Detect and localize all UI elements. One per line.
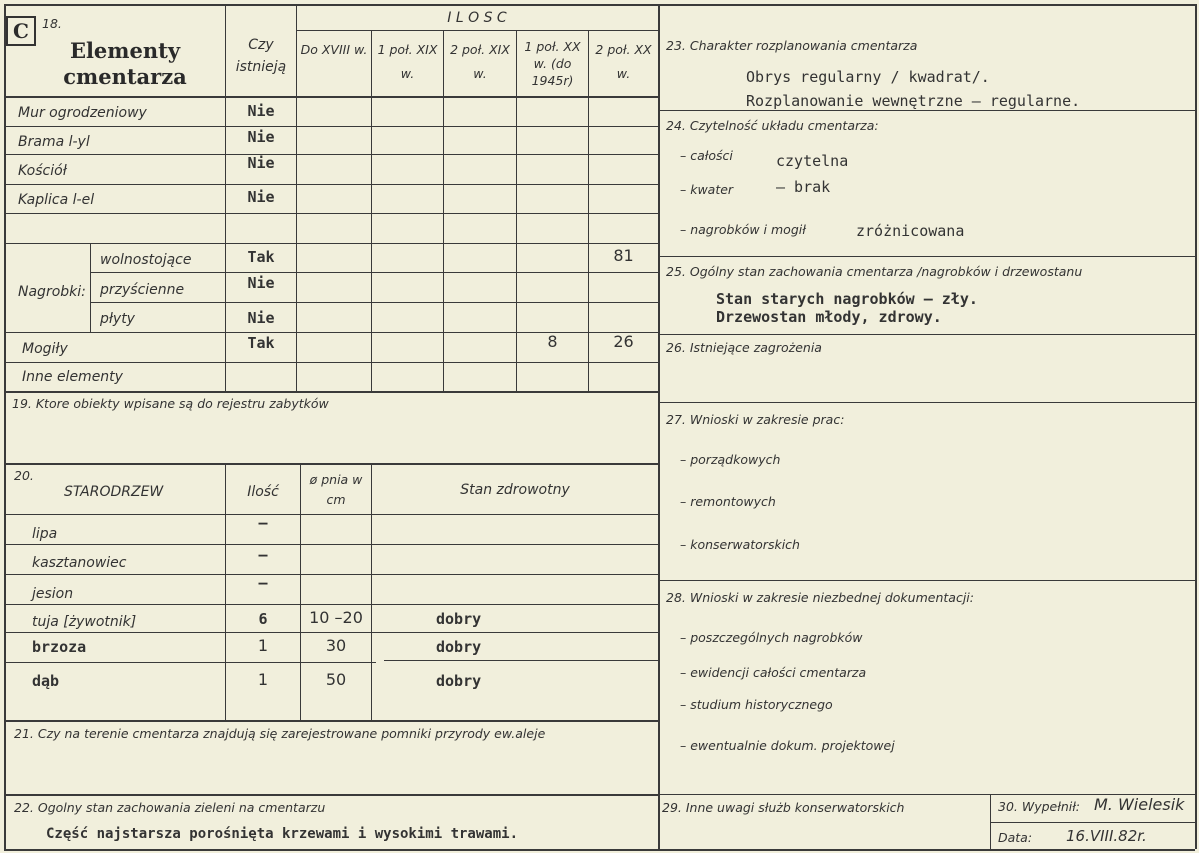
row-label: Kaplica l-el bbox=[18, 192, 95, 208]
rule bbox=[4, 544, 658, 545]
q25-label: 25. Ogólny stan zachowania cmentarza /nagrobków i drzewostanu bbox=[666, 264, 1083, 279]
rule bbox=[4, 213, 658, 214]
rule bbox=[4, 514, 658, 515]
row-value: Nie bbox=[247, 154, 275, 172]
tree-stan: dobry bbox=[436, 638, 482, 656]
rule bbox=[4, 4, 658, 6]
col-period: 1 poł. XX w. (do 1945r) bbox=[524, 39, 581, 88]
rule bbox=[4, 154, 658, 155]
q24-answer: – brak bbox=[776, 178, 831, 196]
tree-name: dąb bbox=[32, 672, 60, 690]
row-label: Mogiły bbox=[22, 341, 68, 357]
col-period: 2 poł. XX w. bbox=[595, 42, 652, 81]
rule bbox=[4, 662, 376, 663]
section-number: 18. bbox=[42, 16, 62, 31]
row-label: Nagrobki: bbox=[18, 284, 86, 300]
rule bbox=[4, 391, 658, 393]
row-value: Nie bbox=[247, 128, 275, 146]
q24-item: – kwater bbox=[680, 182, 734, 197]
rule bbox=[4, 574, 658, 575]
q22-answer: Część najstarsza porośnięta krzewami i wysokimi trawami. bbox=[46, 826, 519, 842]
rule bbox=[1195, 4, 1197, 849]
q29-label: 29. Inne uwagi służb konserwatorskich bbox=[662, 800, 905, 815]
q23-label: 23. Charakter rozplanowania cmentarza bbox=[666, 38, 918, 53]
rule bbox=[296, 4, 297, 391]
rule bbox=[658, 4, 1195, 6]
q27-item: – konserwatorskich bbox=[680, 537, 800, 552]
q28-item: – ewidencji całości cmentarza bbox=[680, 665, 867, 680]
rule bbox=[990, 794, 991, 849]
q25-answer: Drzewostan młody, zdrowy. bbox=[716, 308, 942, 326]
rule bbox=[4, 849, 1195, 851]
row-count: 26 bbox=[613, 332, 634, 351]
row-value: Nie bbox=[247, 188, 275, 206]
q26-label: 26. Istniejące zagrożenia bbox=[666, 340, 822, 355]
col-period: 1 poł. XIX w. bbox=[377, 42, 438, 81]
q28-item: – ewentualnie dokum. projektowej bbox=[680, 738, 895, 753]
tree-stan: dobry bbox=[436, 610, 482, 628]
col-pnia: ø pnia w cm bbox=[309, 472, 363, 507]
row-value: Nie bbox=[247, 102, 275, 120]
rule bbox=[90, 243, 91, 332]
row-value: Tak bbox=[247, 248, 275, 266]
rule bbox=[4, 126, 658, 127]
rule bbox=[4, 632, 658, 633]
row-value: Nie bbox=[247, 274, 275, 292]
filled-by-name: M. Wielesik bbox=[1094, 795, 1185, 814]
rule bbox=[4, 604, 658, 605]
row-count: 81 bbox=[613, 246, 634, 265]
row-label: Brama l-yl bbox=[18, 134, 90, 150]
q20-number: 20. bbox=[14, 468, 34, 483]
q23-answer: Rozplanowanie wewnętrzne – regularne. bbox=[746, 92, 1081, 110]
tree-name: lipa bbox=[32, 526, 58, 542]
tree-name: tuja [żywotnik] bbox=[32, 614, 137, 630]
tree-name: kasztanowiec bbox=[32, 555, 127, 571]
date-label: Data: bbox=[998, 830, 1033, 845]
q24-answer: czytelna bbox=[776, 152, 849, 170]
q19-label: 19. Ktore obiekty wpisane są do rejestru zabytków bbox=[12, 396, 329, 411]
rule bbox=[90, 302, 658, 303]
q28-item: – poszczególnych nagrobków bbox=[680, 630, 863, 645]
col-ilosc: I L O S C bbox=[447, 10, 507, 26]
row-count: 8 bbox=[547, 332, 558, 351]
row-label: Inne elementy bbox=[22, 369, 123, 385]
q22-label: 22. Ogolny stan zachowania zieleni na cmentarzu bbox=[14, 800, 326, 815]
rule bbox=[4, 463, 658, 465]
card-letter: C bbox=[6, 16, 36, 46]
rule bbox=[4, 362, 658, 363]
rule bbox=[658, 580, 1195, 581]
rule bbox=[658, 256, 1195, 257]
rule bbox=[4, 794, 658, 796]
q27-label: 27. Wnioski w zakresie prac: bbox=[666, 412, 845, 427]
tree-stan: dobry bbox=[436, 672, 482, 690]
page-title: Elementy cmentarza bbox=[63, 38, 187, 89]
tree-name: jesion bbox=[32, 586, 74, 602]
q24-item: – całości bbox=[680, 148, 733, 163]
q30-label: 30. Wypełnił: bbox=[998, 799, 1081, 814]
col-period: 2 poł. XIX w. bbox=[450, 42, 510, 81]
rule bbox=[90, 272, 658, 273]
tree-ilosc: – bbox=[258, 546, 268, 564]
q25-answer: Stan starych nagrobków – zły. bbox=[716, 290, 978, 308]
rule bbox=[658, 334, 1195, 335]
q28-item: – studium historycznego bbox=[680, 697, 833, 712]
q24-item: – nagrobków i mogił bbox=[680, 222, 806, 237]
col-ilosc-trees: Ilość bbox=[247, 484, 279, 500]
row-label: przyścienne bbox=[100, 282, 185, 298]
q23-answer: Obrys regularny / kwadrat/. bbox=[746, 68, 990, 86]
row-value: Tak bbox=[247, 334, 275, 352]
col-starodrzew: STARODRZEW bbox=[64, 484, 164, 500]
rule bbox=[4, 720, 658, 722]
col-stan: Stan zdrowotny bbox=[460, 482, 570, 498]
col-czy-istnieja: Czy istnieją bbox=[235, 37, 287, 75]
rule bbox=[658, 4, 660, 849]
rule bbox=[384, 660, 658, 661]
rule bbox=[658, 402, 1195, 403]
tree-ilosc: – bbox=[258, 514, 268, 532]
rule bbox=[4, 96, 658, 98]
row-label: Kościół bbox=[18, 163, 67, 179]
tree-pnia: 10 –20 bbox=[309, 608, 363, 627]
q24-answer: zróżnicowana bbox=[856, 222, 965, 240]
rule bbox=[371, 463, 372, 720]
rule bbox=[4, 184, 658, 185]
q27-item: – remontowych bbox=[680, 494, 776, 509]
row-label: wolnostojące bbox=[100, 252, 192, 268]
tree-ilosc: 1 bbox=[257, 670, 269, 689]
tree-name: brzoza bbox=[32, 638, 87, 656]
rule bbox=[296, 30, 658, 31]
tree-ilosc: – bbox=[258, 574, 268, 592]
tree-pnia: 50 bbox=[325, 670, 347, 689]
q24-label: 24. Czytelność układu cmentarza: bbox=[666, 118, 879, 133]
q21-label: 21. Czy na terenie cmentarza znajdują się zarejestrowane pomniki przyrody ew.aleje bbox=[14, 726, 546, 741]
row-label: Mur ogrodzeniowy bbox=[18, 105, 147, 121]
q27-item: – porządkowych bbox=[680, 452, 781, 467]
tree-ilosc: 6 bbox=[258, 610, 268, 628]
rule bbox=[4, 4, 6, 849]
row-label: płyty bbox=[100, 311, 135, 327]
date-value: 16.VIII.82r. bbox=[1066, 827, 1147, 845]
rule bbox=[990, 822, 1195, 823]
row-value: Nie bbox=[247, 309, 275, 327]
tree-ilosc: 1 bbox=[257, 636, 269, 655]
q28-label: 28. Wnioski w zakresie niezbednej dokumentacji: bbox=[666, 590, 974, 605]
tree-pnia: 30 bbox=[325, 636, 347, 655]
rule bbox=[658, 110, 1195, 111]
rule bbox=[4, 243, 658, 244]
col-period: Do XVIII w. bbox=[300, 42, 368, 57]
